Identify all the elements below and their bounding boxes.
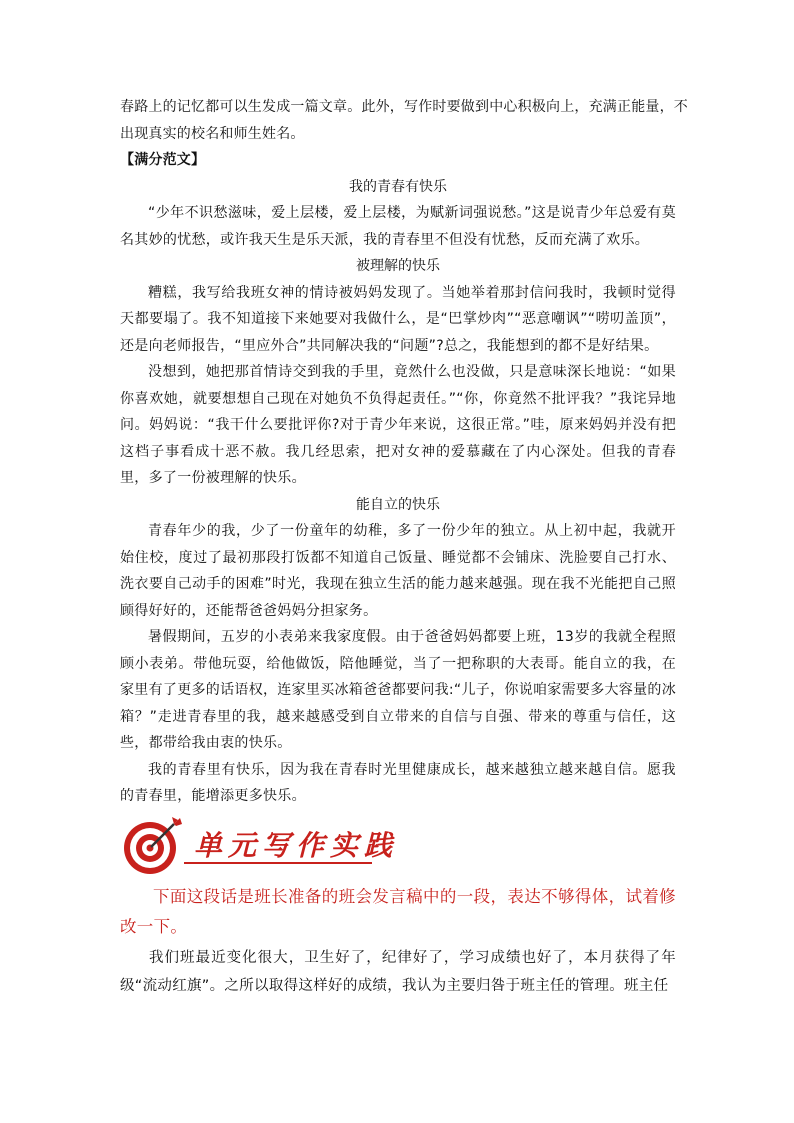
essay-subtitle-independent: 能自立的快乐 — [356, 496, 440, 513]
essay-paragraph: 青春年少的我，少了一份童年的幼稚，多了一份少年的独立。从上初中起，我就开始住校，度过了最初那段打饭都不知道自己饭量、睡觉都不会铺床、洗脸要自己打水、洗衣要自己动手的困难”时光，我现在独立生活的能力越来越强。现在我不光能把自己照顾得好好的，还能帮爸爸妈妈分担家务。 — [120, 523, 676, 619]
essay-paragraph: 没想到，她把那首情诗交到我的手里，竟然什么也没做，只是意味深长地说：“如果你喜欢她，就要想想自己现在对她负不负得起责任。”“你，你竟然不批评我？”我诧异地问。妈妈说：“我干什么要批评你?对于青少年来说，这很正常。”哇，原来妈妈并没有把这档子事看成十恶不赦。我几经思索，把对女神的爱慕藏在了内心深处。但我的青春里，多了一份被理解的快乐。 — [120, 364, 676, 486]
essay-paragraph: 我的青春里有快乐，因为我在青春时光里健康成长，越来越独立越来越自信。愿我的青春里，能增添更多快乐。 — [120, 761, 676, 804]
essay-paragraph: 暑假期间，五岁的小表弟来我家度假。由于爸爸妈妈都要上班，13岁的我就全程照顾小表弟。带他玩耍，给他做饭，陪他睡觉，当了一把称职的大表哥。能自立的我，在家里有了更多的话语权，连家里买冰箱爸爸都要问我:“儿子，你说咱家需要多大容量的冰箱？”走进青春里的我，越来越感受到自立带来的自信与自强、带来的尊重与信任，这些，都带给我由衷的快乐。 — [120, 629, 676, 751]
banner-title: 单元写作实践 — [194, 828, 399, 862]
essay-subtitle-understood: 被理解的快乐 — [356, 258, 440, 274]
practice-task: 下面这段话是班长准备的班会发言稿中的一段，表达不够得体，试着修改一下。 — [120, 886, 676, 936]
page-content — [120, 94, 688, 1000]
unit-writing-banner — [120, 814, 676, 878]
essay-paragraph: 糟糕，我写给我班女神的情诗被妈妈发现了。当她举着那封信问我时，我顿时觉得天都要塌了。我不知道接下来她要对我做什么，是“巴掌炒肉”“恶意嘲讽”“唠叨盖顶”，还是向老师报告，“里应外合”共同解决我的“问题”?总之，我能想到的都不是好结果。 — [120, 284, 676, 354]
essay-opening: “少年不识愁滋味，爱上层楼，爱上层楼，为赋新词强说愁。”这是说青少年总爱有莫名其妙的忧愁，或许我天生是乐天派，我的青春里不但没有忧愁，反而充满了欢乐。 — [120, 205, 676, 248]
banner-underline — [184, 862, 372, 864]
essay-title: 我的青春有快乐 — [349, 178, 447, 195]
intro-line-2: 出现真实的校名和师生姓名。 — [120, 125, 305, 142]
practice-text: 我们班最近变化很大，卫生好了，纪律好了，学习成绩也好了，本月获得了年级“流动红旗”。之所以取得这样好的成绩，我认为主要归咎于班主任的管理。班主任 — [120, 949, 676, 994]
section-label: 【满分范文】 — [120, 152, 206, 168]
target-arrow-icon — [120, 814, 184, 878]
intro-line-1: 春路上的记忆都可以生发成一篇文章。此外，写作时要做到中心积极向上，充满正能量，不 — [120, 99, 688, 115]
